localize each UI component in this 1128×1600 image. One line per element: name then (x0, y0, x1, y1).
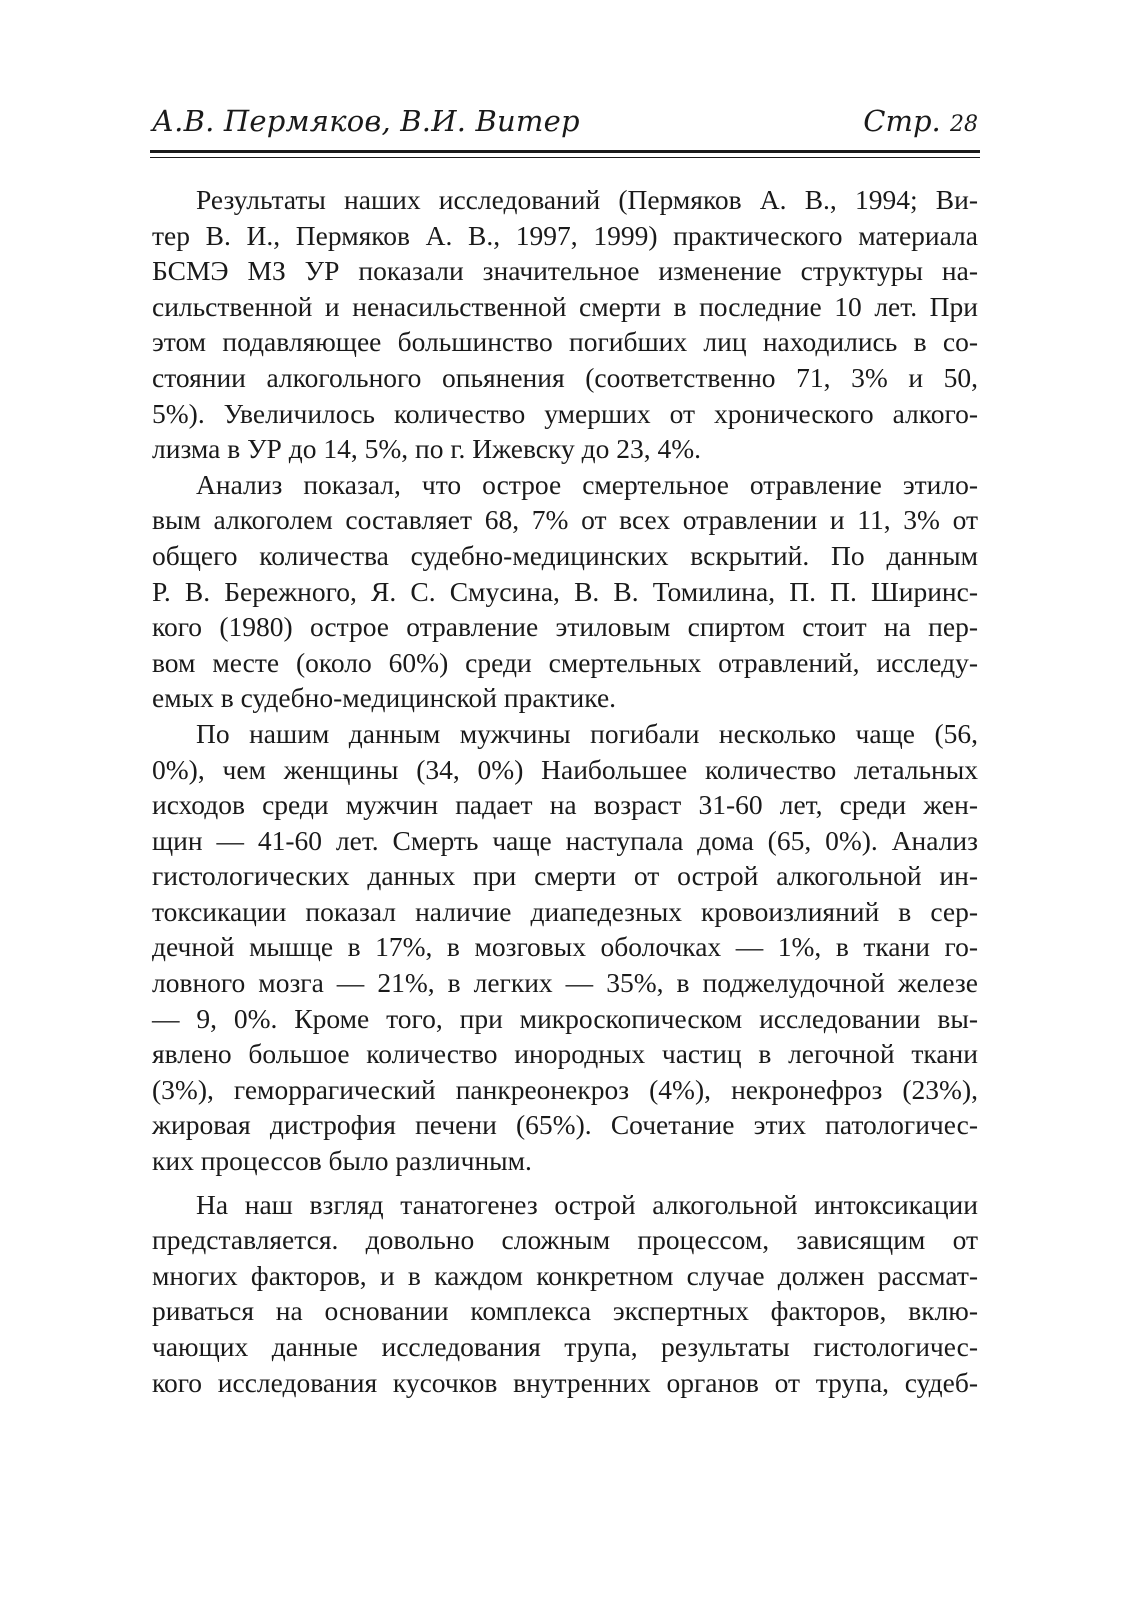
text-line: токсикации показал наличие диапедезных кровоизлияний в сер- (152, 895, 978, 927)
text-line: чающих данные исследования трупа, результаты гистологичес- (152, 1331, 978, 1362)
header-authors: А.В. Пермяков, В.И. Витер (152, 104, 580, 138)
text-line: стоянии алкогольного опьянения (соответственно 71, 3% и 50, (152, 361, 978, 393)
text-line: этом подавляющее большинство погибших лиц находились в со- (152, 326, 978, 358)
text-line: представляется. довольно сложным процессом, зависящим от (152, 1224, 978, 1256)
header-rule-thick (150, 150, 980, 153)
text-line: исходов среди мужчин падает на возраст 31-60 лет, среди жен- (152, 789, 978, 821)
text-line: ких процессов было различным. (152, 1145, 532, 1177)
text-line: 0%), чем женщины (34, 0%) Наибольшее количество летальных (152, 753, 978, 785)
text-line: 5%). Увеличилось количество умерших от хронического алкого- (152, 397, 978, 429)
text-line: сильственной и ненасильственной смерти в последние 10 лет. При (152, 290, 978, 322)
text-line: вом месте (около 60%) среди смертельных отравлений, исследу- (152, 646, 978, 678)
text-line: кого исследования кусочков внутренних органов от трупа, судеб- (152, 1366, 978, 1398)
text-line: тер В. И., Пермяков А. В., 1997, 1999) практического материала (152, 219, 978, 251)
header-rule-thin (150, 157, 980, 158)
text-line: кого (1980) острое отравление этиловым спиртом стоит на пер- (152, 611, 978, 643)
text-line: щин — 41-60 лет. Смерть чаще наступала дома (65, 0%). Анализ (152, 824, 978, 856)
text-line: лизма в УР до 14, 5%, по г. Ижевску до 23, 4%. (152, 433, 701, 465)
running-header (152, 104, 978, 148)
paragraph-gap (152, 1179, 978, 1187)
text-line: По нашим данным мужчины погибали несколько чаще (56, (196, 717, 978, 749)
page-number: 28 (950, 112, 978, 137)
text-line: Анализ показал, что острое смертельное отравление этило- (196, 468, 978, 500)
text-line: (3%), геморрагический панкреонекроз (4%), некронефроз (23%), (152, 1073, 978, 1105)
text-line: гистологических данных при смерти от острой алкогольной ин- (152, 860, 978, 892)
page-label: Стр. (863, 104, 941, 138)
paragraph (152, 716, 978, 1179)
paragraph (152, 182, 978, 467)
text-line: БСМЭ МЗ УР показали значительное изменение структуры на- (152, 255, 978, 287)
text-line: общего количества судебно-медицинских вскрытий. По данным (152, 539, 978, 571)
text-line: вым алкоголем составляет 68, 7% от всех отравлении и 11, 3% от (152, 504, 978, 536)
text-line: явлено большое количество инородных частиц в легочной ткани (152, 1038, 978, 1070)
paragraph (152, 467, 978, 716)
text-line: дечной мышце в 17%, в мозговых оболочках — 1%, в ткани го- (152, 931, 978, 963)
text-line: многих факторов, и в каждом конкретном случае должен рассмат- (152, 1259, 978, 1291)
body-text (152, 182, 978, 1400)
header-page-number (863, 104, 978, 138)
text-line: — 9, 0%. Кроме того, при микроскопическом исследовании вы- (152, 1002, 978, 1034)
paragraph (152, 1187, 978, 1401)
text-line: На наш взгляд танатогенез острой алкогольной интоксикации (196, 1188, 978, 1220)
text-line: жировая дистрофия печени (65%). Сочетание этих патологичес- (152, 1109, 978, 1141)
text-line: емых в судебно-медицинской практике. (152, 682, 617, 714)
text-line: Р. В. Бережного, Я. С. Смусина, В. В. Томилина, П. П. Ширинс- (152, 575, 978, 607)
text-line: ловного мозга — 21%, в легких — 35%, в поджелудочной железе (152, 967, 978, 999)
text-line: риваться на основании комплекса экспертных факторов, вклю- (152, 1295, 978, 1327)
text-line: Результаты наших исследований (Пермяков А. В., 1994; Ви- (196, 184, 978, 215)
